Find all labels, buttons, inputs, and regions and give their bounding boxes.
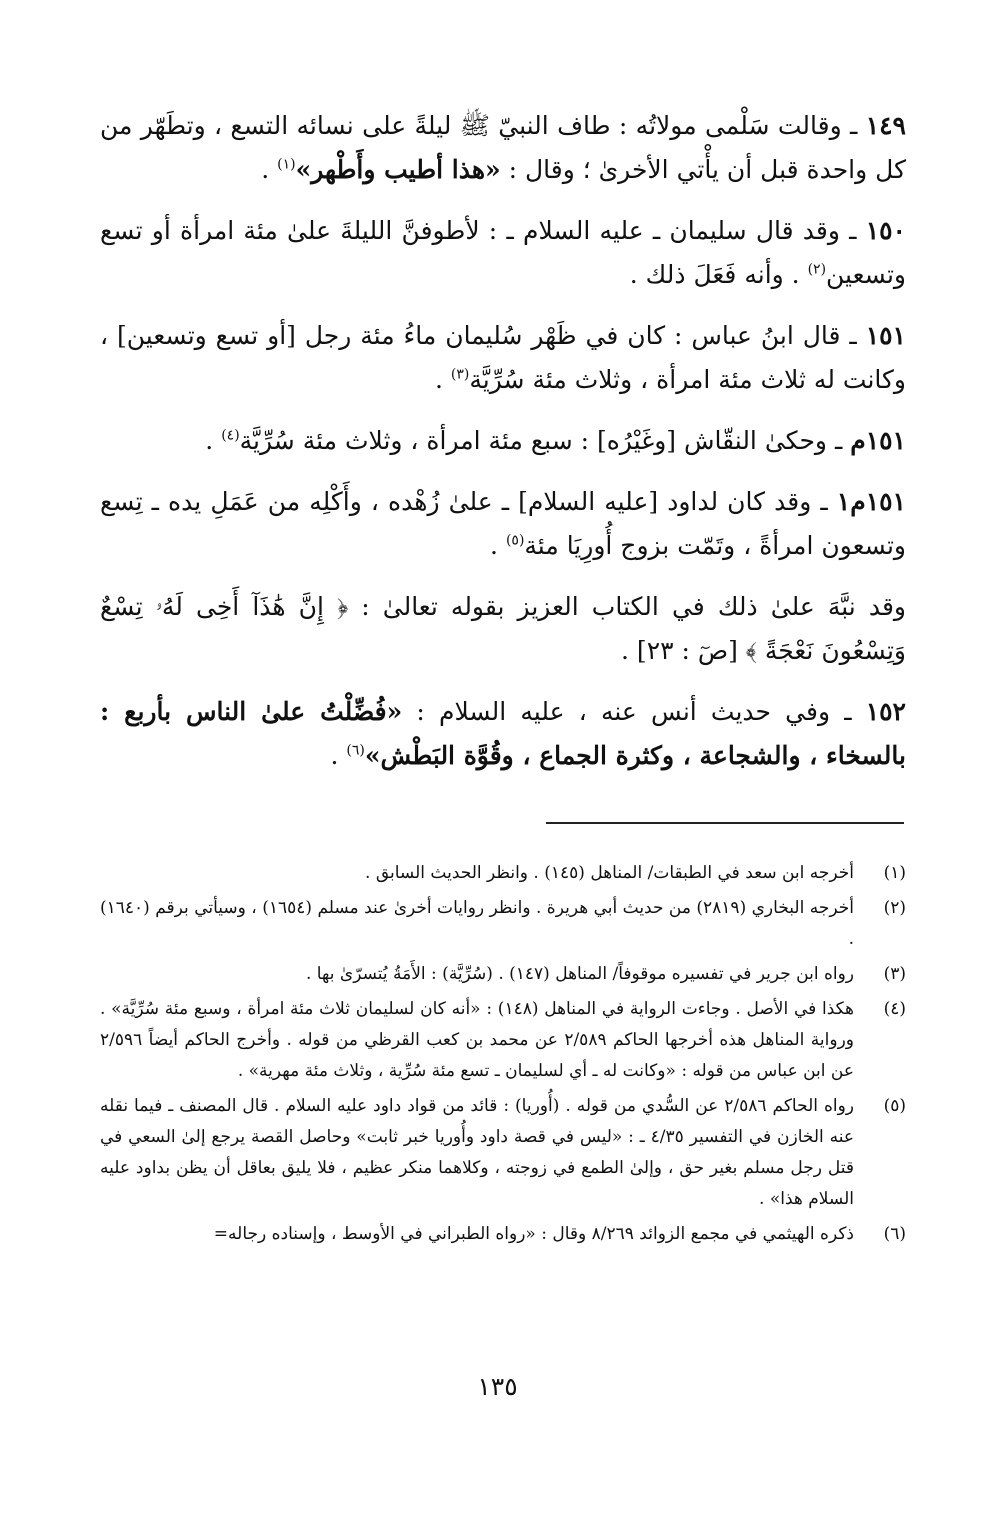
paragraph-end: . xyxy=(435,365,451,394)
hadith-quote: «هذا أطيب وأَطْهر» xyxy=(295,155,501,184)
paragraph-end: . xyxy=(261,155,278,184)
paragraph-text: ـ وقالت سَلْمى مولاتُه : طاف النبيّ ﷺ ليلةً على نسائه التسع ، وتطَهّر من كل واحدة قبل أن يأْتي الأخرىٰ ؛ وقال : xyxy=(100,111,906,184)
footnote-1 xyxy=(100,858,906,889)
paragraph-text: ـ وفي حديث أنس عنه ، عليه السلام : xyxy=(402,697,866,726)
footnote-text: رواه ابن جرير في تفسيره موقوفاً/ المناهل (١٤٧) . (سُرِّيَّة) : الأَمَةُ يُتسرّىٰ بها . xyxy=(305,964,854,984)
footnote-text: أخرجه ابن سعد في الطبقات/ المناهل (١٤٥) . وانظر الحديث السابق . xyxy=(365,863,854,883)
paragraph-end: . xyxy=(205,426,222,455)
footnote-ref[interactable]: (٤) xyxy=(221,427,240,444)
page-number: ١٣٥ xyxy=(477,1372,518,1401)
paragraph-text: ـ وحكىٰ النقّاش [وغَيْرُه] : سبع مئة امرأة ، وثلاث مئة سُرِّيَّة xyxy=(239,426,851,455)
main-text xyxy=(100,104,906,795)
footnote-text: هكذا في الأصل . وجاءت الرواية في المناهل (١٤٨) : «أنه كان لسليمان ثلاث مئة امرأة ، وسبع مئة سُرِّيَّة» . ورواية المناهل هذه أخرجها الحاكم ٢/٥٨٩ عن محمد بن كعب القرظي من قوله . وأخرج الحاكم أيضاً ٢/٥٩٦ عن ابن عباس من قوله : «وكانت له ـ أي لسليمان ـ تسع مئة سُرِّية ، وثلاث مئة مهرية» . xyxy=(100,999,854,1081)
paragraph-quran xyxy=(100,585,906,673)
paragraph-text: ـ قال ابنُ عباس : كان في ظَهْر سُليمان ماءُ مئة رجل [أو تسع وتسعين] ، وكانت له ثلاث مئة امرأة ، وثلاث مئة سُرِّيَّة xyxy=(100,321,906,394)
footnote-6 xyxy=(100,1219,906,1250)
footnote-marker: (٦) xyxy=(883,1224,906,1244)
footnote-divider xyxy=(546,822,904,824)
footnote-ref[interactable]: (٣) xyxy=(450,366,470,383)
paragraph-151 xyxy=(100,314,906,402)
footnote-marker: (٢) xyxy=(883,898,906,918)
paragraph-number: ١٥١ xyxy=(865,321,906,350)
paragraph-text: ـ وقد كان لداود [عليه السلام] ـ علىٰ زُهْده ، وأَكْلِه من عَمَلِ يده ـ تِسع وتسعون امرأةً ، وتَمّت بزوج أُورِيَا مئة xyxy=(100,487,906,560)
footnote-ref[interactable]: (٥) xyxy=(505,532,525,549)
footnote-marker: (١) xyxy=(883,863,906,883)
footnote-text: رواه الحاكم ٢/٥٨٦ عن السُّدي من قوله . (أُوريا) : قائد من قواد داود عليه السلام . قال المصنف ـ فيما نقله عنه الخازن في التفسير ٤/٣٥ ـ : «ليس في قصة داود وأُوريا خبر ثابت» وحاصل القصة يرجع إلىٰ السعي في قتل رجل مسلم بغير حق ، وإلىٰ الطمع في زوجته ، وكلاهما منكر عظيم ، فلا يليق بعاقل أن يظن بداود عليه السلام هذا» . xyxy=(100,1096,855,1209)
footnote-ref[interactable]: (١) xyxy=(277,156,296,173)
paragraph-number: ١٥١م xyxy=(850,426,906,455)
paragraph-number: ١٤٩ xyxy=(865,111,906,140)
hadith-quote: «فُضِّلْتُ علىٰ الناس بأربع : بالسخاء ، والشجاعة ، وكثرة الجماع ، وقُوَّة البَطْش» xyxy=(100,697,906,770)
paragraph-end: . xyxy=(330,741,347,770)
paragraph-150 xyxy=(100,209,906,297)
footnote-marker: (٣) xyxy=(883,964,906,984)
footnote-5 xyxy=(100,1091,906,1215)
paragraph-152 xyxy=(100,690,906,778)
paragraph-end: . xyxy=(490,531,506,560)
verse-citation: [صٓ : ٢٣] . xyxy=(621,636,746,665)
paragraph-number: ١٥٢ xyxy=(865,697,906,726)
paragraph-text: وقد نبَّهَ علىٰ ذلك في الكتاب العزيز بقوله تعالىٰ : xyxy=(348,592,906,621)
footnote-marker: (٥) xyxy=(883,1096,906,1116)
footnote-ref[interactable]: (٢) xyxy=(807,261,827,278)
footnote-4 xyxy=(100,994,906,1087)
footnote-ref[interactable]: (٦) xyxy=(346,742,365,759)
footnote-text: أخرجه البخاري (٢٨١٩) من حديث أبي هريرة . وانظر روايات أخرىٰ عند مسلم (١٦٥٤) ، وسيأتي برقم (١٦٤٠) . xyxy=(100,898,854,949)
paragraph-text-end: . وأنه فَعَلَ ذلك . xyxy=(629,260,808,289)
footnote-3 xyxy=(100,959,906,990)
paragraph-number: ١٥١م١ xyxy=(836,487,906,516)
quran-verse: ﴿ إِنَّ هَٰذَآ أَخِى لَهُۥ تِسْعٌ وَتِسْعُونَ نَعْجَةً ﴾ xyxy=(100,592,906,665)
footnote-text: ذكره الهيثمي في مجمع الزوائد ٨/٢٦٩ وقال : «رواه الطبراني في الأوسط ، وإسناده رجاله= xyxy=(213,1224,854,1244)
paragraph-151m1 xyxy=(100,480,906,568)
paragraph-text: ـ وقد قال سليمان ـ عليه السلام ـ : لأطوفنَّ الليلةَ علىٰ مئة امرأة أو تسع وتسعين xyxy=(100,216,906,289)
footnotes xyxy=(100,858,906,1254)
paragraph-151m xyxy=(100,419,906,463)
footnote-2 xyxy=(100,893,906,955)
footnote-marker: (٤) xyxy=(883,999,906,1019)
paragraph-number: ١٥٠ xyxy=(865,216,906,245)
paragraph-149 xyxy=(100,104,906,192)
